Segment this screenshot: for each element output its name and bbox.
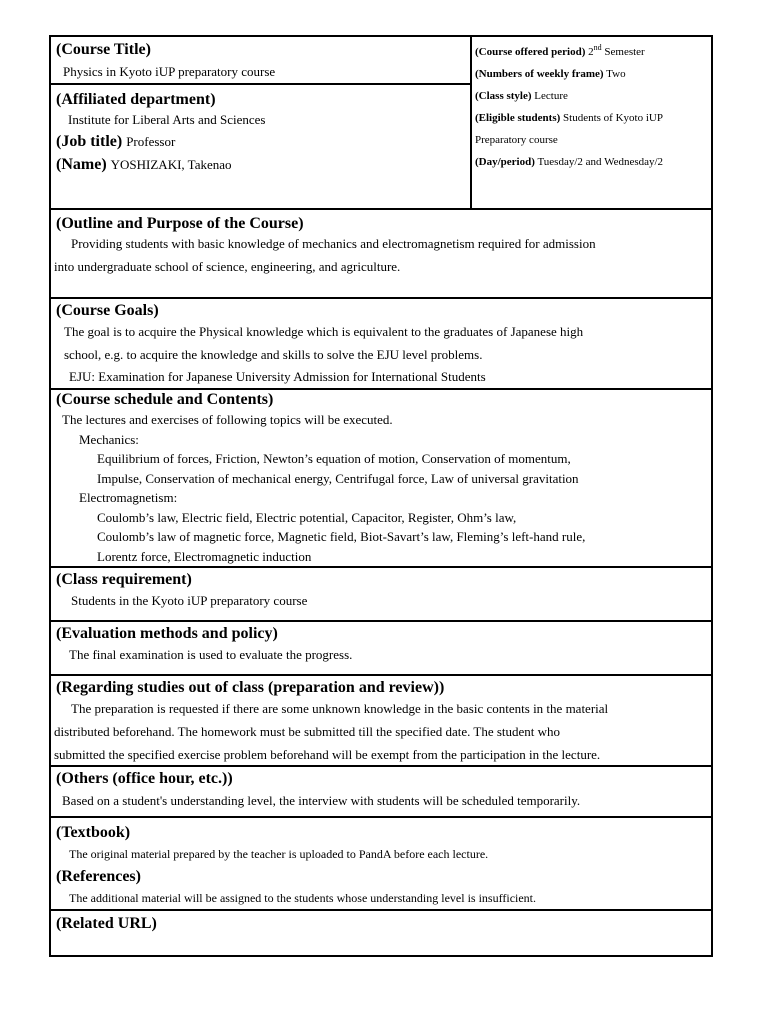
department-value: Institute for Liberal Arts and Sciences — [68, 112, 266, 127]
department-label: (Affiliated department) — [56, 91, 216, 108]
class-style-label: (Class style) — [475, 90, 532, 102]
weekly-frame-line — [475, 63, 711, 85]
job-title-line — [56, 133, 175, 151]
department-box — [51, 85, 470, 208]
evaluation-heading: (Evaluation methods and policy) — [56, 625, 278, 642]
evaluation-section — [51, 622, 711, 676]
eligible-students-line2: Preparatory course — [475, 134, 558, 146]
out-of-class-line-3: submitted the specified exercise problem beforehand will be exempt from the participation in the lecture. — [54, 747, 601, 762]
course-info-box — [475, 41, 711, 173]
goals-line-2: school, e.g. to acquire the knowledge and skills to solve the EJU level problems. — [64, 347, 483, 362]
others-heading: (Others (office hour, etc.)) — [56, 770, 233, 787]
schedule-line-8: Lorentz force, Electromagnetic induction — [97, 549, 312, 564]
course-title-label: (Course Title) — [56, 41, 151, 58]
schedule-line-7: Coulomb’s law of magnetic force, Magnetic field, Biot-Savart’s law, Fleming’s left-hand rule, — [97, 529, 586, 544]
header-divider — [470, 37, 472, 208]
name-label: (Name) — [56, 156, 107, 173]
goals-line-3: EJU: Examination for Japanese University Admission for International Students — [69, 369, 486, 384]
offered-period-label: (Course offered period) — [475, 46, 586, 58]
outline-line-2: into undergraduate school of science, engineering, and agriculture. — [54, 259, 401, 274]
schedule-section — [51, 390, 711, 568]
name-line — [56, 156, 232, 174]
schedule-line-1: The lectures and exercises of following topics will be executed. — [62, 412, 393, 427]
header-row — [51, 37, 711, 210]
others-text: Based on a student's understanding level, the interview with students will be scheduled temporarily. — [62, 793, 581, 808]
day-period-label: (Day/period) — [475, 156, 535, 168]
outline-line-1: Providing students with basic knowledge of mechanics and electromagnetism required for admission — [71, 236, 596, 251]
job-title-label: (Job title) — [56, 133, 123, 150]
class-style-line — [475, 85, 711, 107]
out-of-class-line-1: The preparation is requested if there are some unknown knowledge in the basic contents in the material — [71, 701, 609, 716]
evaluation-text: The final examination is used to evaluate the progress. — [69, 647, 353, 662]
class-style-value: Lecture — [534, 90, 568, 102]
out-of-class-heading: (Regarding studies out of class (preparation and review)) — [56, 679, 445, 696]
goals-section — [51, 299, 711, 390]
related-url-heading: (Related URL) — [56, 915, 157, 932]
related-url-section — [51, 911, 711, 955]
goals-line-1: The goal is to acquire the Physical knowledge which is equivalent to the graduates of Japanese high — [64, 324, 584, 339]
eligible-students-label: (Eligible students) — [475, 112, 561, 124]
weekly-frame-value: Two — [606, 68, 626, 80]
schedule-heading: (Course schedule and Contents) — [56, 391, 274, 408]
schedule-line-5: Electromagnetism: — [79, 490, 178, 505]
offered-period-line — [475, 41, 711, 63]
outline-section — [51, 210, 711, 299]
job-title-value: Professor — [126, 134, 176, 149]
schedule-line-6: Coulomb’s law, Electric field, Electric potential, Capacitor, Register, Ohm’s law, — [97, 510, 517, 525]
requirement-text: Students in the Kyoto iUP preparatory course — [71, 593, 308, 608]
name-value: YOSHIZAKI, Takenao — [110, 157, 232, 172]
references-heading: (References) — [56, 868, 141, 885]
requirement-section — [51, 568, 711, 622]
schedule-line-4: Impulse, Conservation of mechanical energy, Centrifugal force, Law of universal gravitation — [97, 471, 579, 486]
eligible-students-line — [475, 107, 711, 129]
textbook-references-section — [51, 818, 711, 911]
outline-heading: (Outline and Purpose of the Course) — [56, 215, 304, 232]
requirement-heading: (Class requirement) — [56, 571, 192, 588]
course-title-box — [51, 37, 470, 85]
weekly-frame-label: (Numbers of weekly frame) — [475, 68, 604, 80]
textbook-text: The original material prepared by the teacher is uploaded to PandA before each lecture. — [69, 847, 489, 861]
schedule-line-2: Mechanics: — [79, 432, 139, 447]
goals-heading: (Course Goals) — [56, 302, 159, 319]
eligible-students-value: Students of Kyoto iUP — [563, 112, 663, 124]
textbook-heading: (Textbook) — [56, 824, 131, 841]
references-text: The additional material will be assigned to the students whose understanding level is insufficient. — [69, 891, 537, 905]
course-title-value: Physics in Kyoto iUP preparatory course — [63, 64, 276, 79]
day-period-value: Tuesday/2 and Wednesday/2 — [537, 156, 664, 168]
out-of-class-section — [51, 676, 711, 767]
others-section — [51, 767, 711, 818]
syllabus-table — [49, 35, 713, 957]
day-period-line — [475, 151, 711, 173]
schedule-line-3: Equilibrium of forces, Friction, Newton’s equation of motion, Conservation of momentum, — [97, 451, 571, 466]
offered-period-value: 2nd Semester — [588, 43, 645, 58]
out-of-class-line-2: distributed beforehand. The homework must be submitted till the specified date. The student who — [54, 724, 561, 739]
